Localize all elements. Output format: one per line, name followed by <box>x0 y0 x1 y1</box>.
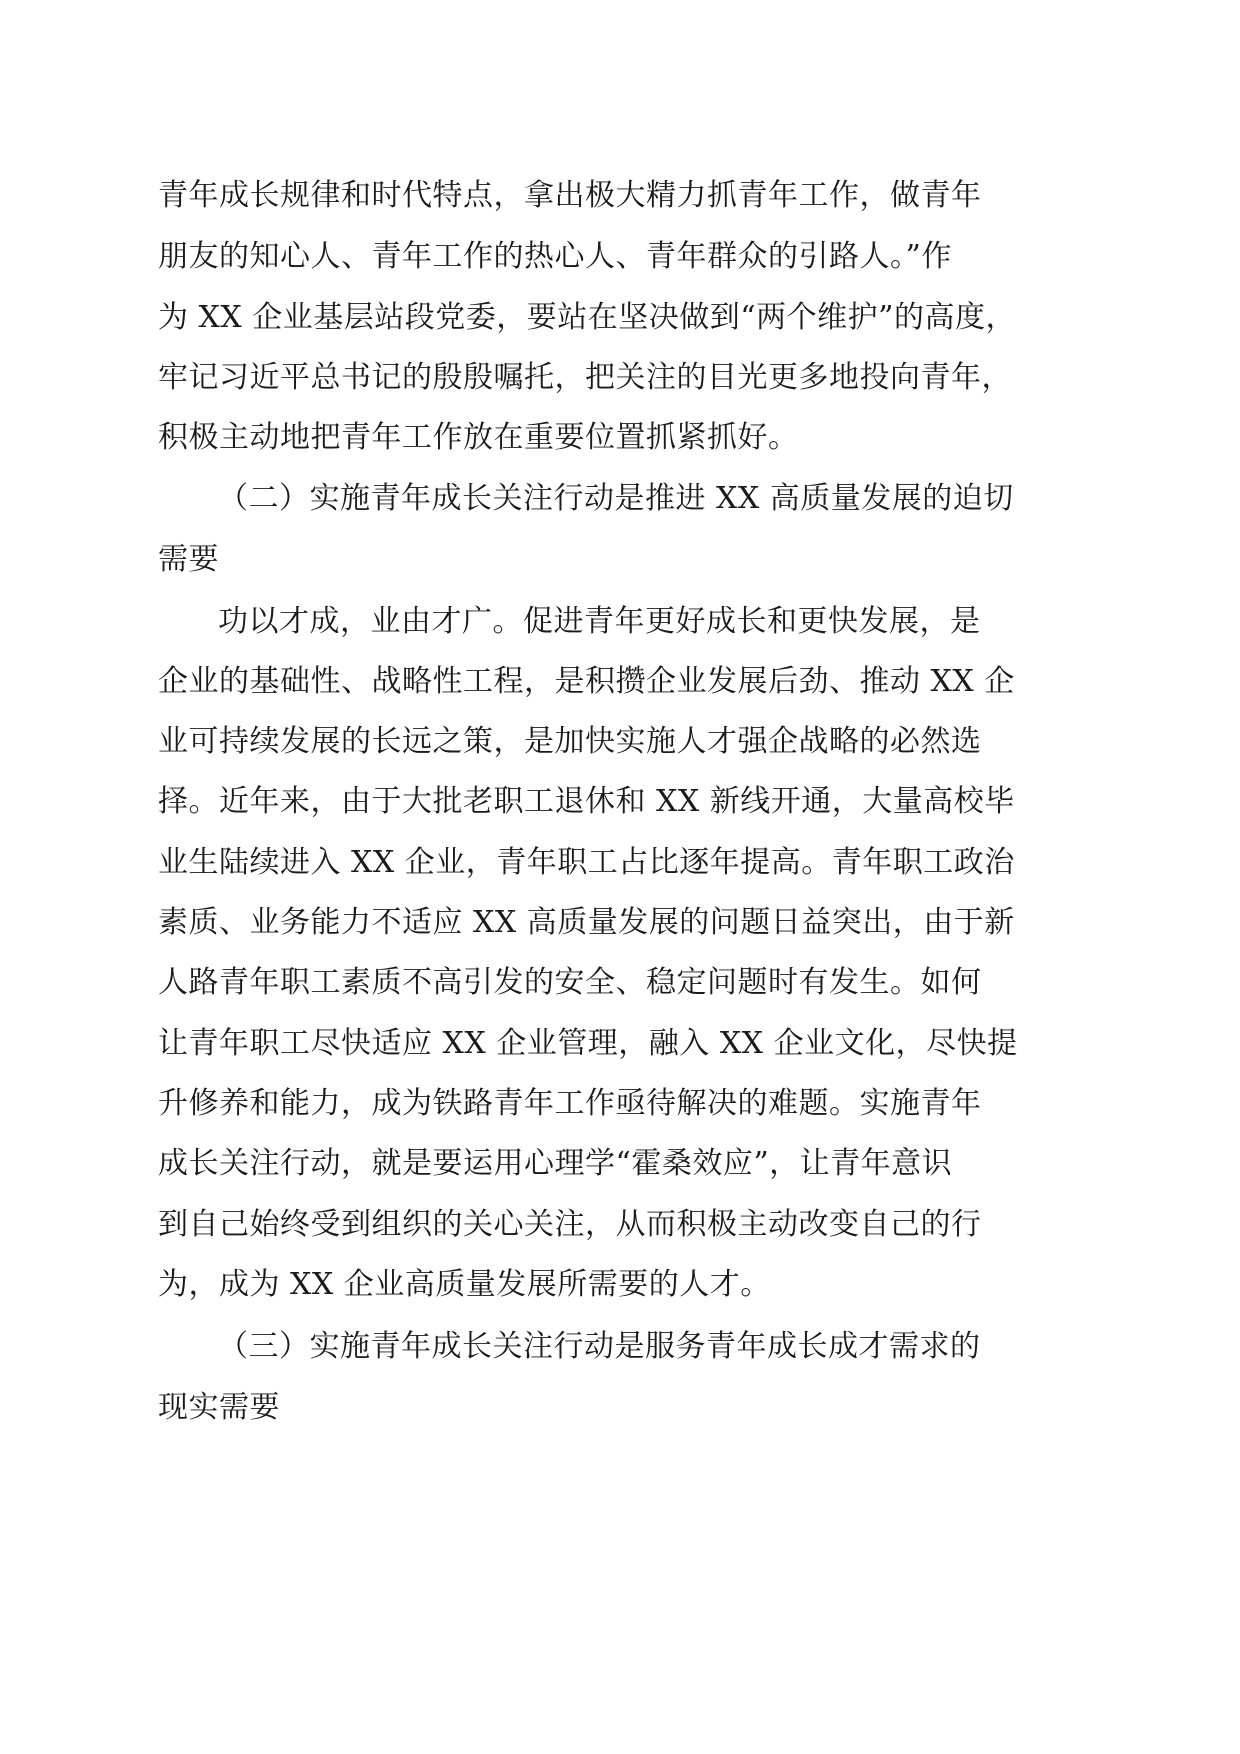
section-heading-3-cont: 现实需要 <box>158 1390 280 1425</box>
body-text-line: 青年成长规律和时代特点，拿出极大精力抓青年工作，做青年 <box>158 178 982 213</box>
body-text-line: 为 XX 企业基层站段党委，要站在坚决做到“两个维护”的高度， <box>158 300 1016 335</box>
body-text-line: 为，成为 XX 企业高质量发展所需要的人才。 <box>158 1267 771 1302</box>
body-text-line: 到自己始终受到组织的关心关注，从而积极主动改变自己的行 <box>158 1207 982 1242</box>
section-heading-2: （二）实施青年成长关注行动是推进 XX 高质量发展的迫切 <box>218 481 1014 516</box>
body-text-line: 升修养和能力，成为铁路青年工作亟待解决的难题。实施青年 <box>158 1086 982 1121</box>
body-text-line: 人路青年职工素质不高引发的安全、稳定问题时有发生。如何 <box>158 965 982 1000</box>
body-text-line: 成长关注行动，就是要运用心理学“霍桑效应”，让青年意识 <box>158 1146 953 1181</box>
section-heading-2-cont: 需要 <box>158 542 219 577</box>
body-text-line: 功以才成，业由才广。促进青年更好成长和更快发展，是 <box>218 604 981 639</box>
body-text-line: 朋友的知心人、青年工作的热心人、青年群众的引路人。”作 <box>158 239 952 274</box>
body-text-line: 企业的基础性、战略性工程，是积攒企业发展后劲、推动 XX 企 <box>158 664 1015 699</box>
body-text-line: 积极主动地把青年工作放在重要位置抓紧抓好。 <box>158 420 799 455</box>
section-heading-3: （三）实施青年成长关注行动是服务青年成长成才需求的 <box>218 1329 981 1364</box>
body-text-line: 素质、业务能力不适应 XX 高质量发展的问题日益突出，由于新 <box>158 905 1015 940</box>
body-text-line: 牢记习近平总书记的殷殷嘱托，把关注的目光更多地投向青年， <box>158 360 1012 395</box>
body-text-line: 择。近年来，由于大批老职工退休和 XX 新线开通，大量高校毕 <box>158 784 1015 819</box>
body-text-line: 让青年职工尽快适应 XX 企业管理，融入 XX 企业文化，尽快提 <box>158 1026 1018 1061</box>
body-text-line: 业生陆续进入 XX 企业，青年职工占比逐年提高。青年职工政治 <box>158 845 1015 880</box>
body-text-line: 业可持续发展的长远之策，是加快实施人才强企战略的必然选 <box>158 724 982 759</box>
